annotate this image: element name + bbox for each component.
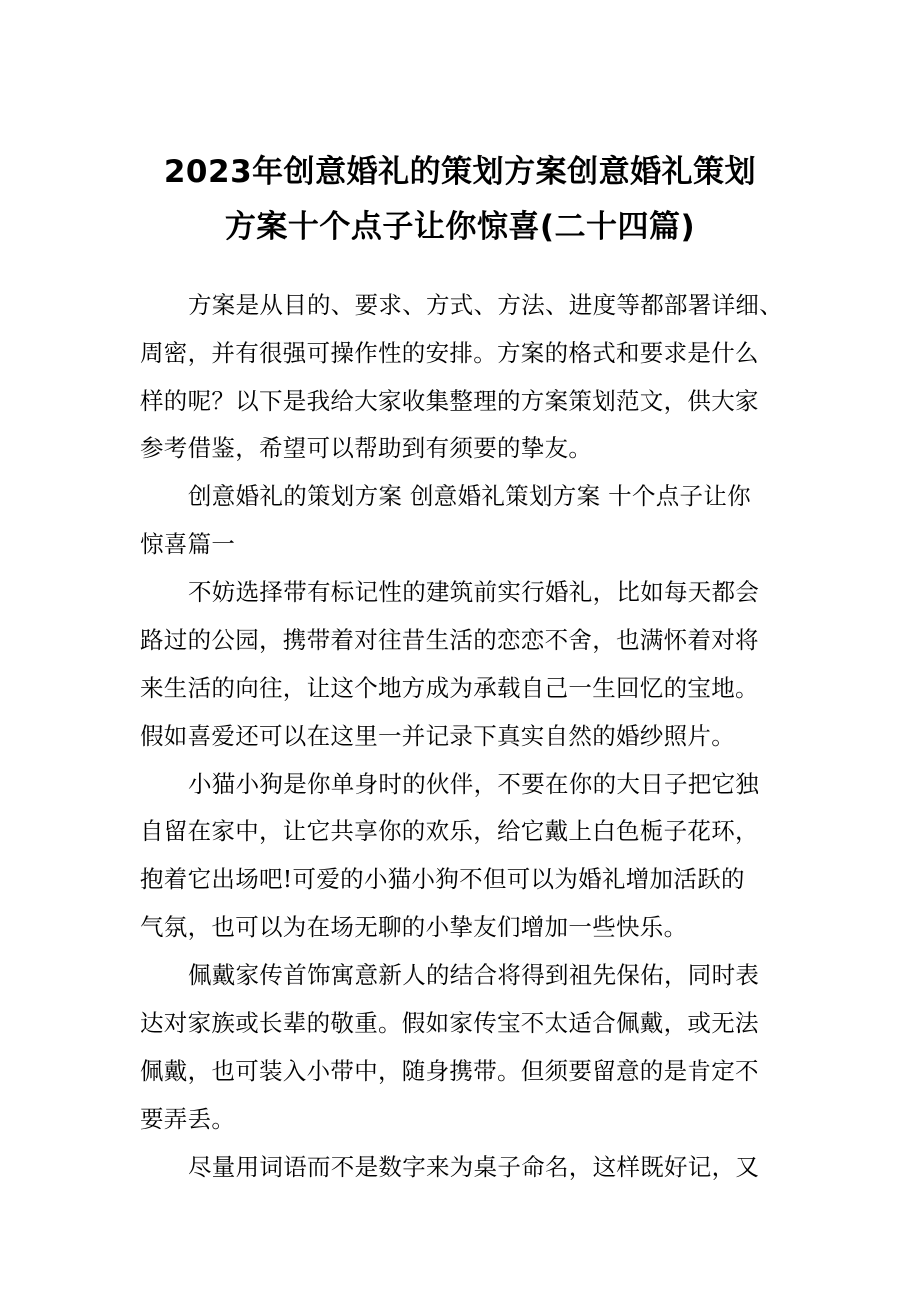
paragraph-1-line-3: 样的呢？以下是我给大家收集整理的方案策划范文，供大家 xyxy=(140,387,759,415)
paragraph-4-line-2: 自留在家中，让它共享你的欢乐，给它戴上白色栀子花环， xyxy=(140,817,759,845)
paragraph-4-line-1: 小猫小狗是你单身时的伙伴，不要在你的大日子把它独 xyxy=(188,770,760,798)
paragraph-3-line-4: 假如喜爱还可以在这里一并记录下真实自然的婚纱照片。 xyxy=(140,722,735,750)
paragraph-5-line-2: 达对家族或长辈的敬重。假如家传宝不太适合佩戴，或无法 xyxy=(140,1009,759,1037)
paragraph-5-line-1: 佩戴家传首饰寓意新人的结合将得到祖先保佑，同时表 xyxy=(188,961,760,989)
paragraph-4-line-4: 气氛，也可以为在场无聊的小挚友们增加一些快乐。 xyxy=(140,913,688,941)
section-heading-line-1: 创意婚礼的策划方案 创意婚礼策划方案 十个点子让你 xyxy=(188,482,751,510)
document-title-line-1: 2023年创意婚礼的策划方案创意婚礼策划 xyxy=(163,154,757,190)
paragraph-4-line-3: 抱着它出场吧!可爱的小猫小狗不但可以为婚礼增加活跃的 xyxy=(140,865,745,893)
document-title-line-2: 方案十个点子让你惊喜(二十四篇) xyxy=(224,209,696,245)
paragraph-6-line-1: 尽量用词语而不是数字来为桌子命名，这样既好记，又 xyxy=(188,1153,760,1181)
section-heading-line-2: 惊喜篇一 xyxy=(140,530,236,558)
paragraph-5-line-3: 佩戴，也可装入小带中，随身携带。但须要留意的是肯定不 xyxy=(140,1057,759,1085)
paragraph-3-line-1: 不妨选择带有标记性的建筑前实行婚礼，比如每天都会 xyxy=(188,578,760,606)
paragraph-1-line-1: 方案是从目的、要求、方式、方法、进度等都部署详细、 xyxy=(188,291,783,319)
paragraph-1-line-2: 周密，并有很强可操作性的安排。方案的格式和要求是什么 xyxy=(140,339,759,367)
paragraph-5-line-4: 要弄丢。 xyxy=(140,1105,236,1133)
paragraph-3-line-3: 来生活的向往，让这个地方成为承载自己一生回忆的宝地。 xyxy=(140,674,759,702)
paragraph-3-line-2: 路过的公园，携带着对往昔生活的恋恋不舍，也满怀着对将 xyxy=(140,626,759,654)
paragraph-1-line-4: 参考借鉴，希望可以帮助到有须要的挚友。 xyxy=(140,434,593,462)
